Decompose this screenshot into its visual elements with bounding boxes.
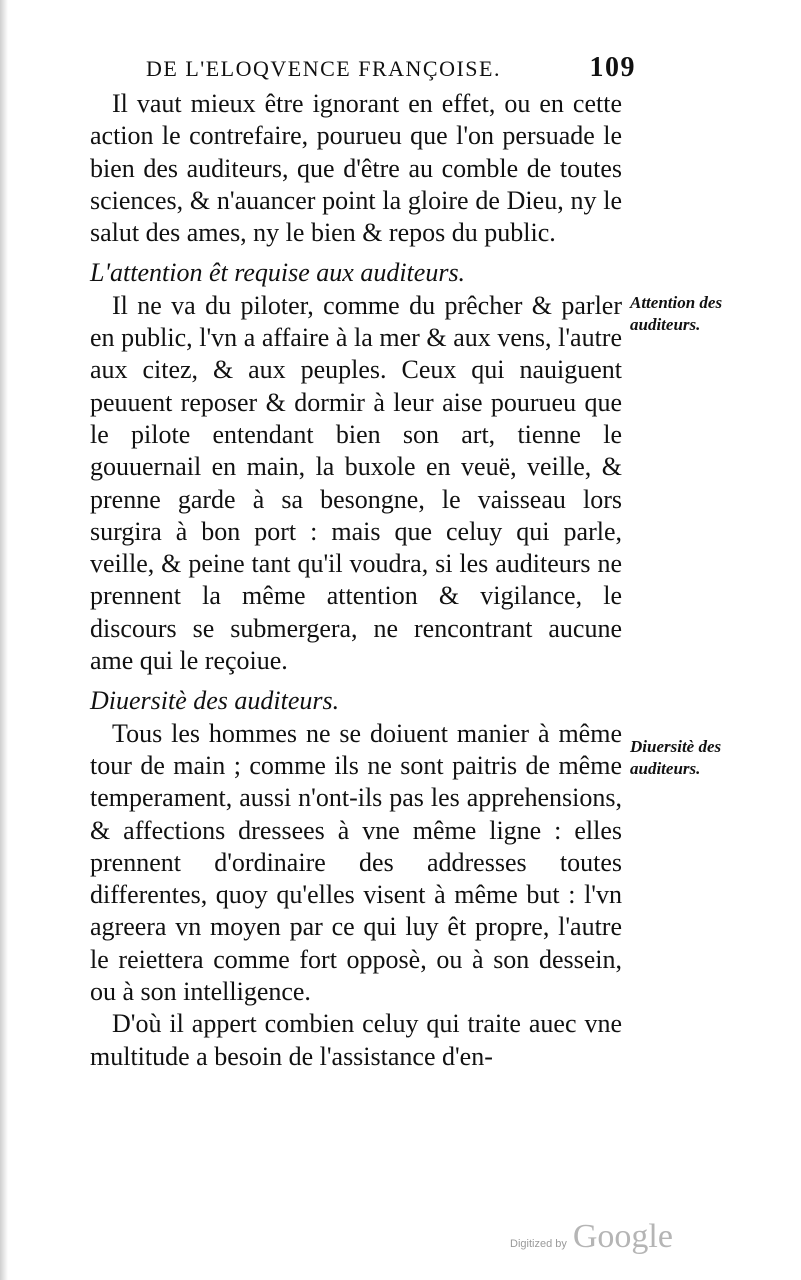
paragraph-opening: Il vaut mieux être ignorant en effet, ou en cette action le contrefaire, pourueu que l'on persuade le bien des auditeurs, que d'être au comble de toutes sciences, & n'auancer point la gloire de Dieu, ny le salut des ames, ny le bien & repos du public.: [90, 89, 622, 248]
paragraph-closing: D'où il appert combien celuy qui traite auec vne multitude a besoin de l'assistance d'en-: [90, 1009, 622, 1071]
section-heading-attention: L'attention êt requise aux auditeurs.: [90, 258, 466, 288]
google-logo: Google: [572, 1218, 673, 1255]
paragraph-attention: Il ne va du piloter, comme du prêcher & parler en public, l'vn a affaire à la mer & aux vens, l'autre aux citez, & aux peuples. Ceux qui nauiguent peuuent reposer & dormir à leur aise pourueu que le pilote entendant bien son art, tienne le gouuernail en main, la buxole en veuë, veille, & prenne garde à sa besongne, le vaisseau lors surgira à bon port : mais que celuy qui parle, veille, & peine tant qu'il voudra, si les auditeurs ne prennent la même attention & vigilance, le discours se submergera, ne rencontrant aucune ame qui le reçoiue.: [90, 290, 622, 676]
margin-note-diversity: Diuersitè des auditeurs.: [630, 737, 722, 778]
section-heading-diversity: Diuersitè des auditeurs.: [90, 686, 340, 716]
paragraph-diversity: Tous les hommes ne se doiuent manier à même tour de main ; comme ils ne sont paitris de même temperament, aussi n'ont-ils pas les apprehensions, & affections dressees à vne même ligne : elles prennent d'ordinaire des addresses toutes differentes, quoy qu'elles visent à même but : l'vn agreera vn moyen par ce qui luy êt propre, l'autre le reiettera comme fort opposè, ou à son dessein, ou à son intelligence.: [90, 718, 622, 1007]
page-number: 109: [589, 52, 636, 83]
running-title: DE L'ELOQVENCE FRANÇOISE.: [146, 56, 501, 81]
page-spine-shadow: [0, 0, 8, 1280]
watermark-prefix: Digitized by: [510, 1238, 567, 1250]
margin-note-attention: Attention des auditeurs.: [630, 293, 723, 334]
main-text: [90, 88, 622, 1073]
page-header: [146, 52, 636, 83]
digitization-watermark: [510, 1218, 673, 1256]
